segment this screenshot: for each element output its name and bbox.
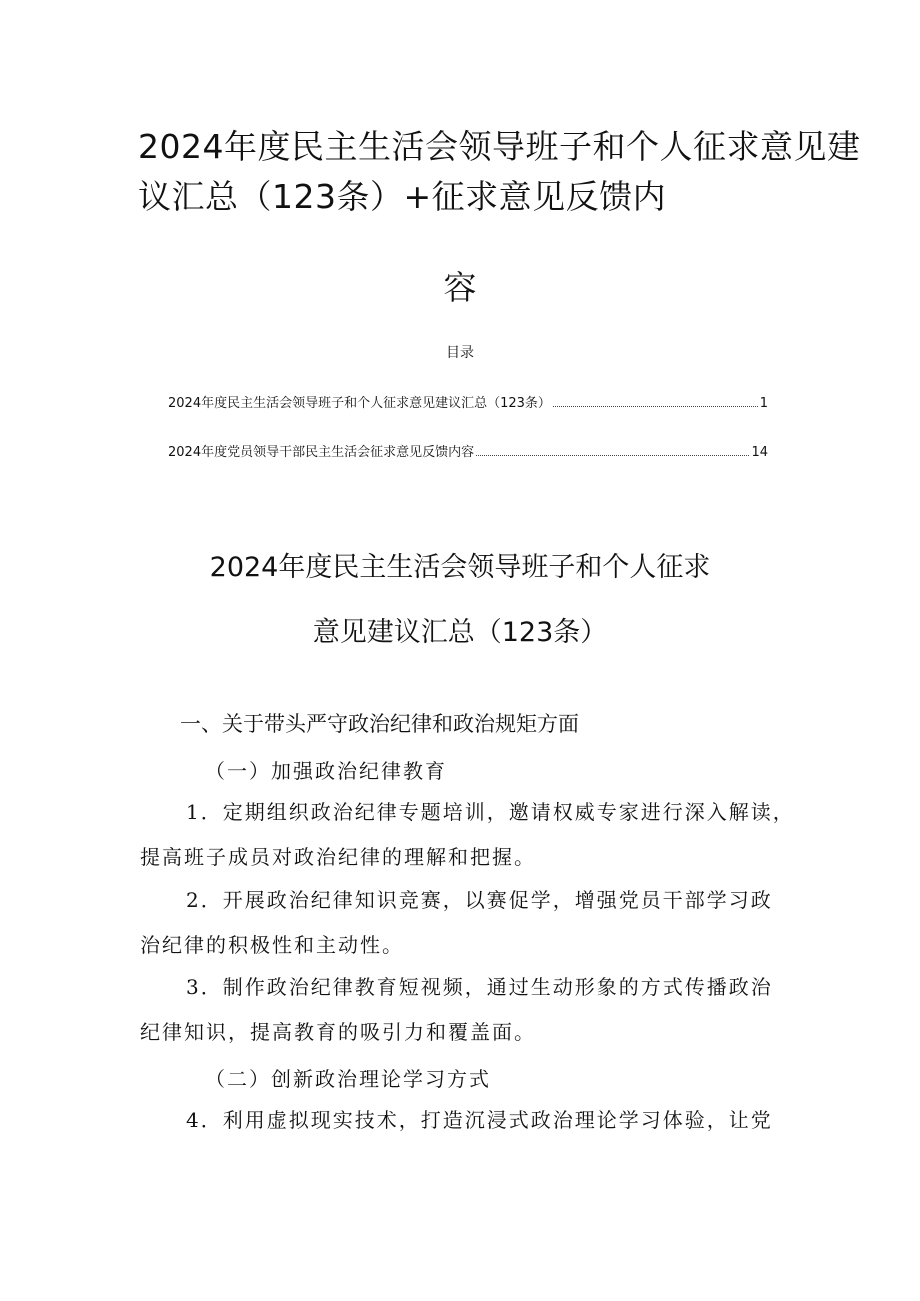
document-title [138,122,861,222]
paragraph [140,790,800,880]
paragraph-line: 提高班子成员对政治纪律的理解和把握。 [140,845,536,869]
toc-leader-dots [476,455,749,456]
paragraph-line: 纪律知识，提高教育的吸引力和覆盖面。 [140,1020,536,1044]
subheading: （一）加强政治纪律教育 [205,759,447,783]
paragraph [140,878,800,968]
toc-entry-page[interactable]: 14 [751,445,768,460]
document-title-line-1: 2024年度民主生活会领导班子和个人征求意见建 [138,127,861,166]
toc-entry-text[interactable]: 2024年度党员领导干部民主生活会征求意见反馈内容 [168,445,475,460]
paragraph-line: 2．开展政治纪律知识竞赛，以赛促学，增强党员干部学习政 [186,888,773,912]
subheading: （二）创新政治理论学习方式 [205,1067,491,1091]
document-title-line-2: 议汇总（123条）+征求意见反馈内 [138,177,667,216]
toc-heading: 目录 [446,345,474,361]
toc-entry-text[interactable]: 2024年度民主生活会领导班子和个人征求意见建议汇总（123条） [168,396,551,411]
heading-level-1: 一、关于带头严守政治纪律和政治规矩方面 [180,712,579,736]
toc-entry[interactable] [168,441,768,460]
paragraph-line: 1．定期组织政治纪律专题培训，邀请权威专家进行深入解读， [186,800,795,824]
toc-leader-dots [553,406,758,407]
toc-entry-page[interactable]: 1 [759,396,768,411]
section-title-line-1: 2024年度民主生活会领导班子和个人征求 [209,552,711,583]
paragraph [140,965,800,1055]
toc-entry[interactable] [168,392,768,411]
paragraph-line: 治纪律的积极性和主动性。 [140,933,404,957]
paragraph-line: 4．利用虚拟现实技术，打造沉浸式政治理论学习体验，让党 [186,1108,773,1132]
paragraph-line: 3．制作政治纪律教育短视频，通过生动形象的方式传播政治 [186,975,773,999]
paragraph [140,1098,800,1143]
document-title-line-3: 容 [443,268,477,307]
section-title-line-2: 意见建议汇总（123条） [312,617,608,648]
